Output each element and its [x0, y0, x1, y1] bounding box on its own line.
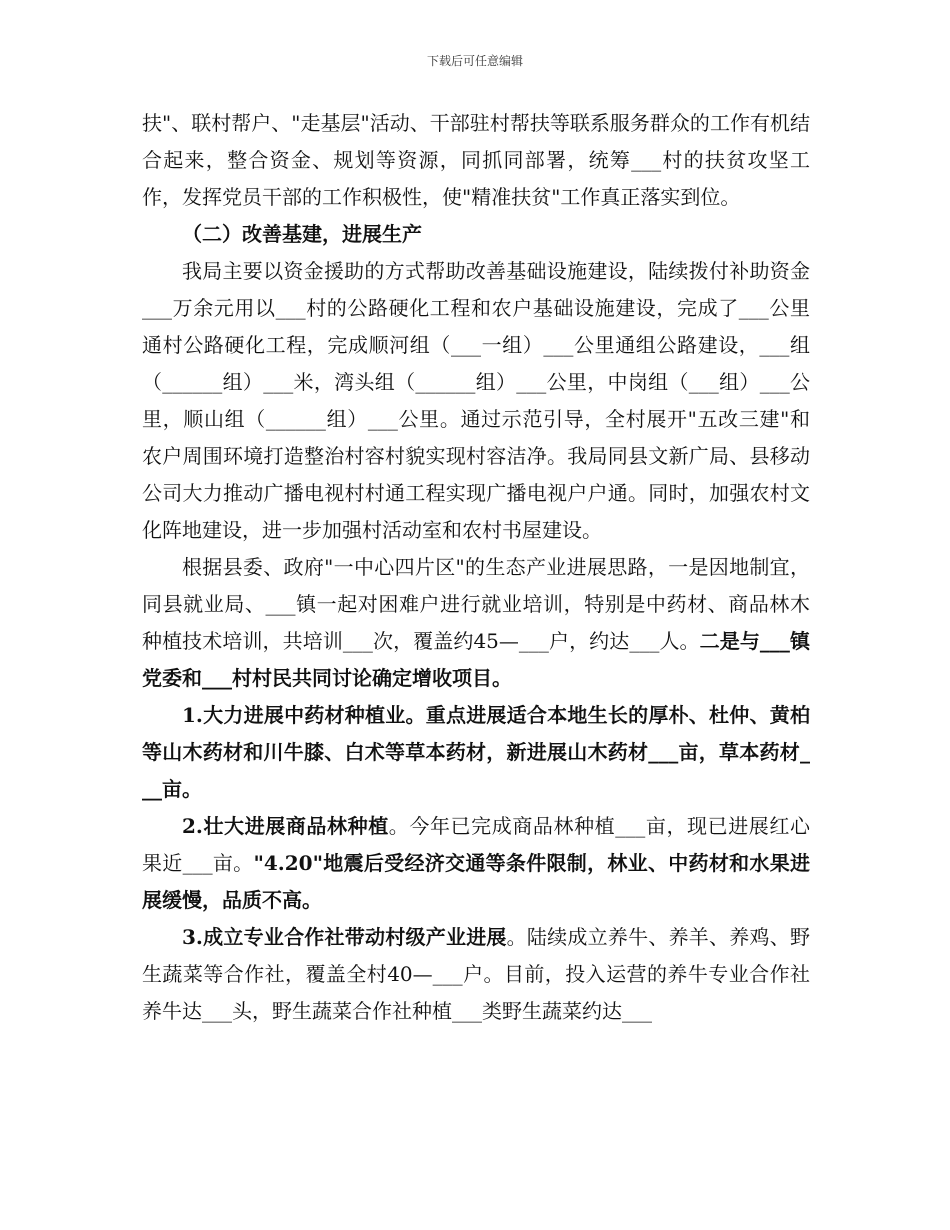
list-item-2-title: 2.壮大进展商品林种植: [182, 814, 389, 838]
document-body: [142, 105, 810, 1030]
list-item-3-text: 。陆续成立养牛、养羊、养鸡、野生蔬菜等合作社，覆盖全村40—___户。目前，投入运营的养牛专业合作社养牛达___头，野生蔬菜合作社种植___类野生蔬菜约达___: [142, 925, 810, 1023]
list-item-2: [142, 808, 810, 919]
list-item-2-bold: "4.20"地震后受经济交通等条件限制，林业、中药材和水果进展缓慢，品质不高。: [142, 851, 811, 912]
page-header: 下载后可任意编辑: [426, 54, 523, 68]
paragraph-2: 我局主要以资金援助的方式帮助改善基础设施建设，陆续拨付补助资金___万余元用以___村的公路硬化工程和农户基础设施建设，完成了___公里通村公路硬化工程，完成顺河组（___一组）___公里通组公路建设，___组（______组）___米，湾头组（______组）___公里，中岗组（___组）___公里，顺山组（______组）___公里。通过示范引导，全村展开"五改三建"和农户周围环境打造整治村容村貌实现村容洁净。我局同县文新广局、县移动公司大力推动广播电视村村通工程实现广播电视户户通。同时，加强农村文化阵地建设，进一步加强村活动室和农村书屋建设。: [142, 259, 810, 542]
list-item-3-title: 3.成立专业合作社带动村级产业进展: [182, 925, 507, 949]
list-item-2-text: 。今年已完成商品林种植___亩，现已进展红心果近___亩。: [142, 814, 810, 875]
list-item-1: 1.大力进展中药材种植业。重点进展适合本地生长的厚朴、杜仲、黄柏等山木药材和川牛膝、白术等草本药材，新进展山木药材___亩，草本药材___亩。: [142, 703, 810, 801]
section-heading: （二）改善基建，进展生产: [182, 222, 422, 246]
paragraph-3-bold: 二是与___镇党委和___村村民共同讨论确定增收项目。: [142, 629, 811, 690]
paragraph-3: [142, 549, 810, 697]
paragraph-3-text: 根据县委、政府"一中心四片区"的生态产业进展思路，一是因地制宜，同县就业局、___镇一起对困难户进行就业培训，特别是中药材、商品林木种植技术培训，共培训___次，覆盖约45—___户，约达___人。: [142, 555, 810, 653]
list-item-3: [142, 919, 810, 1030]
paragraph-1: 扶"、联村帮户、"走基层"活动、干部驻村帮扶等联系服务群众的工作有机结合起来，整合资金、规划等资源，同抓同部署，统筹___村的扶贫攻坚工作，发挥党员干部的工作积极性，使"精准扶贫"工作真正落实到位。: [142, 111, 810, 209]
